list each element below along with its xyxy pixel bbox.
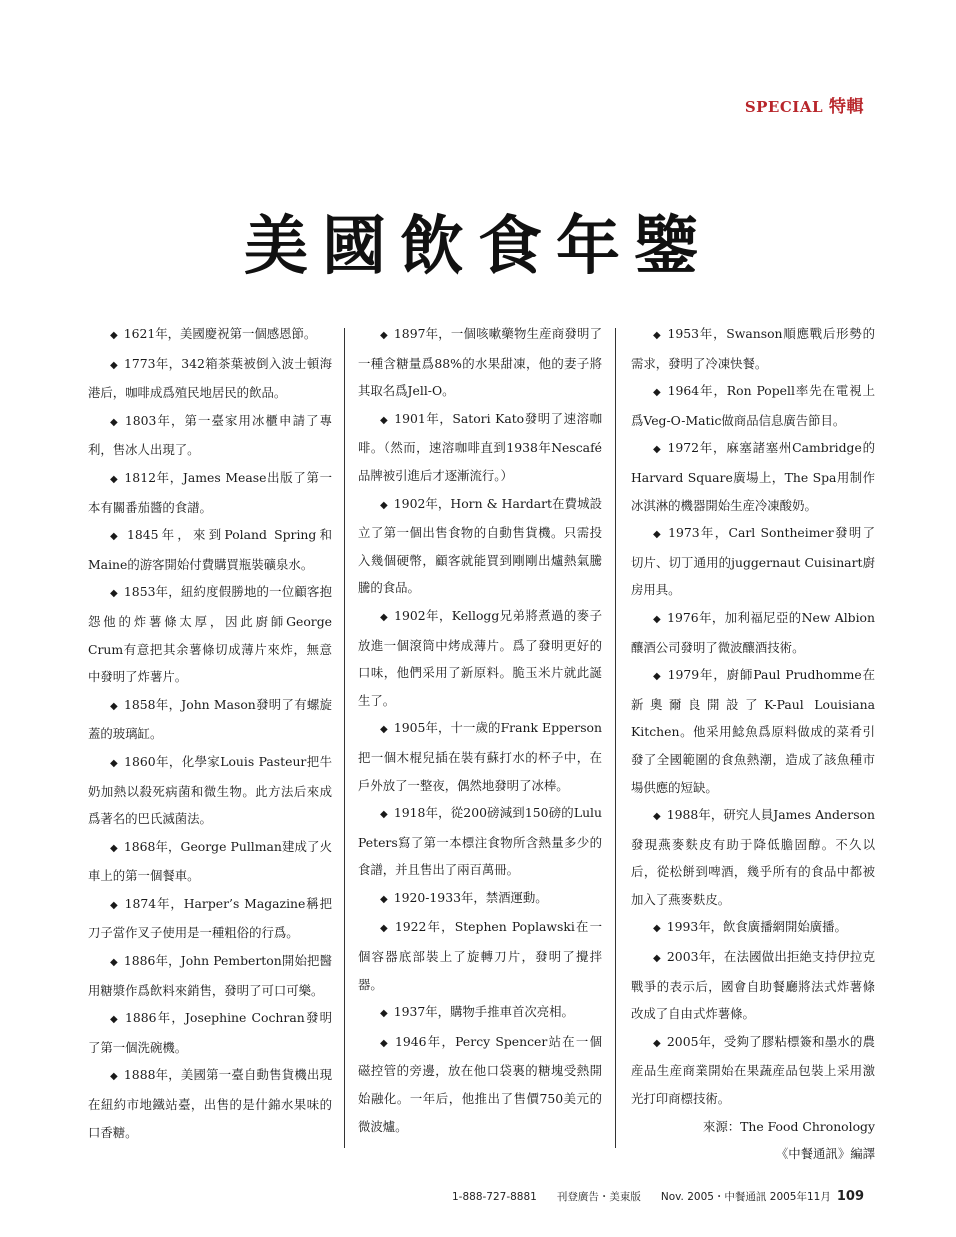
timeline-entry-text: 1922年，Stephen Poplawski在一個容器底部裝上了旋轉刀片，發明了攪拌器。 — [358, 919, 602, 992]
timeline-entry — [88, 947, 332, 1004]
article-body — [88, 320, 875, 1162]
timeline-entry-text: 1901年，Satori Kato發明了速溶咖啡。（然而，速溶咖啡直到1938年Nescafé品牌被引進后才逐漸流行。） — [358, 410, 602, 483]
timeline-entry — [358, 714, 602, 799]
timeline-entry-text: 1918年，從200磅減到150磅的Lulu Peters寫了第一本標注食物所含熱量多少的食譜，并且售出了兩百萬冊。 — [358, 805, 602, 878]
timeline-entry-text: 1920-1933年，禁酒運動。 — [393, 889, 548, 905]
timeline-entry-text: 1976年，加利福尼亞的New Albion釀酒公司發明了微波釀酒技術。 — [631, 609, 875, 655]
timeline-entry — [631, 661, 875, 801]
timeline-entry — [631, 913, 875, 943]
timeline-entry-text: 1902年，Horn & Hardart在費城設立了第一個出售食物的自動售貨機。只需投入幾個硬幣，顧客就能買到剛剛出爐熱氣騰騰的食品。 — [358, 495, 602, 596]
diamond-bullet-icon: ◆ — [110, 359, 119, 371]
diamond-bullet-icon: ◆ — [380, 724, 388, 736]
source-credit: 《中餐通訊》編譯 — [775, 1146, 875, 1162]
timeline-entry-text: 1860年，化學家Louis Pasteur把牛奶加熱以殺死病菌和微生物。此方法后來成爲著名的巴氏滅菌法。 — [88, 753, 333, 827]
diamond-bullet-icon: ◆ — [380, 330, 388, 341]
column-divider — [344, 328, 345, 1148]
timeline-entry — [88, 1061, 332, 1146]
timeline-entry — [631, 1028, 875, 1113]
diamond-bullet-icon: ◆ — [110, 531, 121, 543]
timeline-entry-text: 1886年，John Pemberton開始把醫用糖漿作爲飲料來銷售，發明了可口可樂。 — [88, 953, 332, 998]
diamond-bullet-icon: ◆ — [110, 757, 119, 769]
diamond-bullet-icon: ◆ — [380, 499, 388, 511]
diamond-bullet-icon: ◆ — [380, 414, 389, 426]
timeline-entry — [358, 799, 602, 884]
timeline-entry-text: 1953年，Swanson順應戰后形勢的需求，發明了冷凍快餐。 — [631, 326, 875, 371]
timeline-entry — [358, 884, 602, 914]
timeline-entry — [358, 602, 602, 714]
timeline-entry-text: 1853年，紐約度假勝地的一位顧客抱怨他的炸薯條太厚，因此廚師George Crum有意把其余薯條切成薄片來炸，無意中發明了炸薯片。 — [88, 584, 332, 685]
timeline-entry-text: 2005年，受夠了膠粘標簽和墨水的農産品生産商業開始在果蔬産品包裝上采用激光打印商標技術。 — [631, 1033, 875, 1107]
timeline-entry — [358, 913, 602, 998]
column-2 — [358, 320, 602, 1150]
diamond-bullet-icon: ◆ — [110, 1071, 118, 1083]
timeline-entry — [88, 407, 332, 464]
timeline-entry-text: 1845年，來到Poland Spring和Maine的游客開始付費購買瓶裝礦泉水。 — [88, 527, 332, 572]
section-label: 特輯 — [829, 97, 864, 117]
timeline-entry-text: 1897年，一個咳嗽藥物生産商發明了一種含糖量爲88%的水果甜凍，他的妻子將其取名爲Jell-O。 — [358, 326, 602, 399]
timeline-entry — [631, 320, 875, 377]
diamond-bullet-icon: ◆ — [653, 1037, 661, 1049]
diamond-bullet-icon: ◆ — [110, 416, 119, 428]
timeline-entry — [631, 801, 875, 913]
footer-publication: 刊登廣告・美東版 — [556, 1191, 641, 1203]
timeline-entry-text: 1993年，飲食廣播網開始廣播。 — [666, 919, 847, 935]
timeline-entry-text: 1886年，Josephine Cochran發明了第一個洗碗機。 — [88, 1010, 332, 1055]
timeline-entry-text: 1858年，John Mason發明了有螺旋蓋的玻璃缸。 — [88, 696, 332, 742]
timeline-entry-text: 1979年，廚師Paul Prudhomme在新奧爾良開設了K-Paul Louisiana Kitchen。他采用鯰魚爲原料做成的菜肴引發了全國範圍的食魚熱潮，造成了該魚種市場供應的短缺。 — [631, 667, 875, 795]
column-divider — [615, 328, 616, 1148]
diamond-bullet-icon: ◆ — [380, 923, 389, 935]
timeline-entry — [88, 691, 332, 748]
timeline-entry-text: 1902年，Kellogg兄弟將煮過的麥子放進一個滾筒中烤成薄片。爲了發明更好的口味，他們采用了新原料。脆玉米片就此誕生了。 — [358, 607, 602, 708]
diamond-bullet-icon: ◆ — [110, 957, 118, 969]
diamond-bullet-icon: ◆ — [380, 893, 388, 905]
diamond-bullet-icon: ◆ — [110, 899, 119, 911]
diamond-bullet-icon: ◆ — [380, 1008, 388, 1020]
diamond-bullet-icon: ◆ — [380, 1037, 389, 1049]
timeline-entry-text: 1988年，研究人員James Anderson發現燕麥麩皮有助于降低膽固醇。不久以后，從松餅到啤酒，幾乎所有的食品中都被加入了燕麥麩皮。 — [631, 807, 875, 907]
timeline-entry-text: 1773年，342箱茶葉被倒入波士頓海港后，咖啡成爲殖民地居民的飲品。 — [88, 355, 332, 401]
section-header — [745, 92, 864, 117]
timeline-entry — [631, 377, 875, 434]
timeline-entry-text: 1973年，Carl Sontheimer發明了切片、切丁通用的juggernaut Cuisinart廚房用具。 — [631, 525, 875, 598]
diamond-bullet-icon: ◆ — [653, 387, 662, 399]
column-1 — [88, 320, 332, 1150]
diamond-bullet-icon: ◆ — [653, 444, 662, 456]
timeline-entry — [631, 519, 875, 604]
timeline-entry-text: 1905年，十一歲的Frank Epperson把一個木棍兒插在裝有蘇打水的杯子中，在戶外放了一整夜，偶然地發明了冰棒。 — [358, 720, 602, 793]
diamond-bullet-icon: ◆ — [380, 809, 388, 821]
diamond-bullet-icon: ◆ — [653, 330, 662, 341]
diamond-bullet-icon: ◆ — [110, 842, 118, 854]
diamond-bullet-icon: ◆ — [653, 671, 662, 683]
source-credit: 來源：The Food Chronology — [702, 1118, 875, 1134]
timeline-entry — [358, 998, 602, 1028]
timeline-entry — [88, 748, 332, 833]
timeline-entry-text: 1946年，Percy Spencer站在一個磁控管的旁邊，放在他口袋裏的糖塊受熱開始融化。一年后，他推出了售價750美元的微波爐。 — [358, 1033, 602, 1134]
diamond-bullet-icon: ◆ — [653, 923, 661, 935]
timeline-entry — [631, 604, 875, 661]
timeline-entry — [88, 1004, 332, 1061]
timeline-entry-text: 1812年，James Mease出版了第一本有關番茄醬的食譜。 — [88, 469, 332, 515]
timeline-entry — [88, 320, 332, 350]
timeline-entry-text: 2003年，在法國做出拒絶支持伊拉克戰爭的表示后，國會自助餐廳將法式炸薯條改成了自由式炸薯條。 — [631, 949, 875, 1022]
timeline-entry-text: 1964年，Ron Popell率先在電視上爲Veg-O-Matic做商品信息廣告節目。 — [631, 383, 875, 428]
diamond-bullet-icon: ◆ — [653, 811, 661, 823]
diamond-bullet-icon: ◆ — [653, 613, 662, 625]
column-3 — [631, 320, 875, 1162]
timeline-entry — [88, 890, 332, 947]
timeline-entry — [88, 833, 332, 890]
timeline-entry — [88, 521, 332, 578]
timeline-entry-text: 1868年，George Pullman建成了火車上的第一個餐車。 — [88, 838, 332, 884]
timeline-entry-text: 1803年，第一臺家用冰櫃申請了專利，售冰人出現了。 — [88, 412, 332, 458]
footer-issue: Nov. 2005・中餐通訊 2005年11月 — [660, 1191, 831, 1203]
page-number: 109 — [836, 1189, 864, 1204]
timeline-entry — [358, 405, 602, 490]
timeline-entry-text: 1874年，Harper’s Magazine稱把刀子當作叉子使用是一種粗俗的行爲。 — [88, 895, 332, 941]
timeline-entry — [358, 1028, 602, 1140]
timeline-entry — [358, 490, 602, 602]
diamond-bullet-icon: ◆ — [653, 529, 663, 541]
diamond-bullet-icon: ◆ — [110, 473, 119, 485]
timeline-entry-text: 1621年，美國慶祝第一個感恩節。 — [123, 326, 317, 341]
footer-phone: 1-888-727-8881 — [452, 1191, 537, 1203]
timeline-entry-text: 1888年，美國第一臺自動售貨機出現在紐約市地鐵站臺，出售的是什錦水果味的口香糖。 — [88, 1067, 332, 1140]
timeline-entry — [631, 434, 875, 519]
timeline-entry — [88, 578, 332, 690]
special-label: SPECIAL — [744, 98, 823, 116]
timeline-entry — [358, 320, 602, 405]
page-title: 美國飲食年鑒 — [244, 209, 712, 284]
diamond-bullet-icon: ◆ — [110, 330, 118, 341]
timeline-entry — [631, 943, 875, 1028]
timeline-entry-text: 1937年，購物手推車首次亮相。 — [393, 1004, 574, 1020]
timeline-entry — [88, 350, 332, 407]
diamond-bullet-icon: ◆ — [110, 1014, 119, 1026]
diamond-bullet-icon: ◆ — [110, 588, 118, 600]
diamond-bullet-icon: ◆ — [110, 700, 119, 712]
timeline-entry-text: 1972年，麻塞諸塞州Cambridge的Harvard Square廣場上，The Spa用制作冰淇淋的機器開始生産冷凍酸奶。 — [631, 440, 875, 513]
page-footer — [452, 1189, 864, 1204]
diamond-bullet-icon: ◆ — [653, 953, 661, 965]
diamond-bullet-icon: ◆ — [380, 611, 389, 623]
timeline-entry — [88, 464, 332, 521]
